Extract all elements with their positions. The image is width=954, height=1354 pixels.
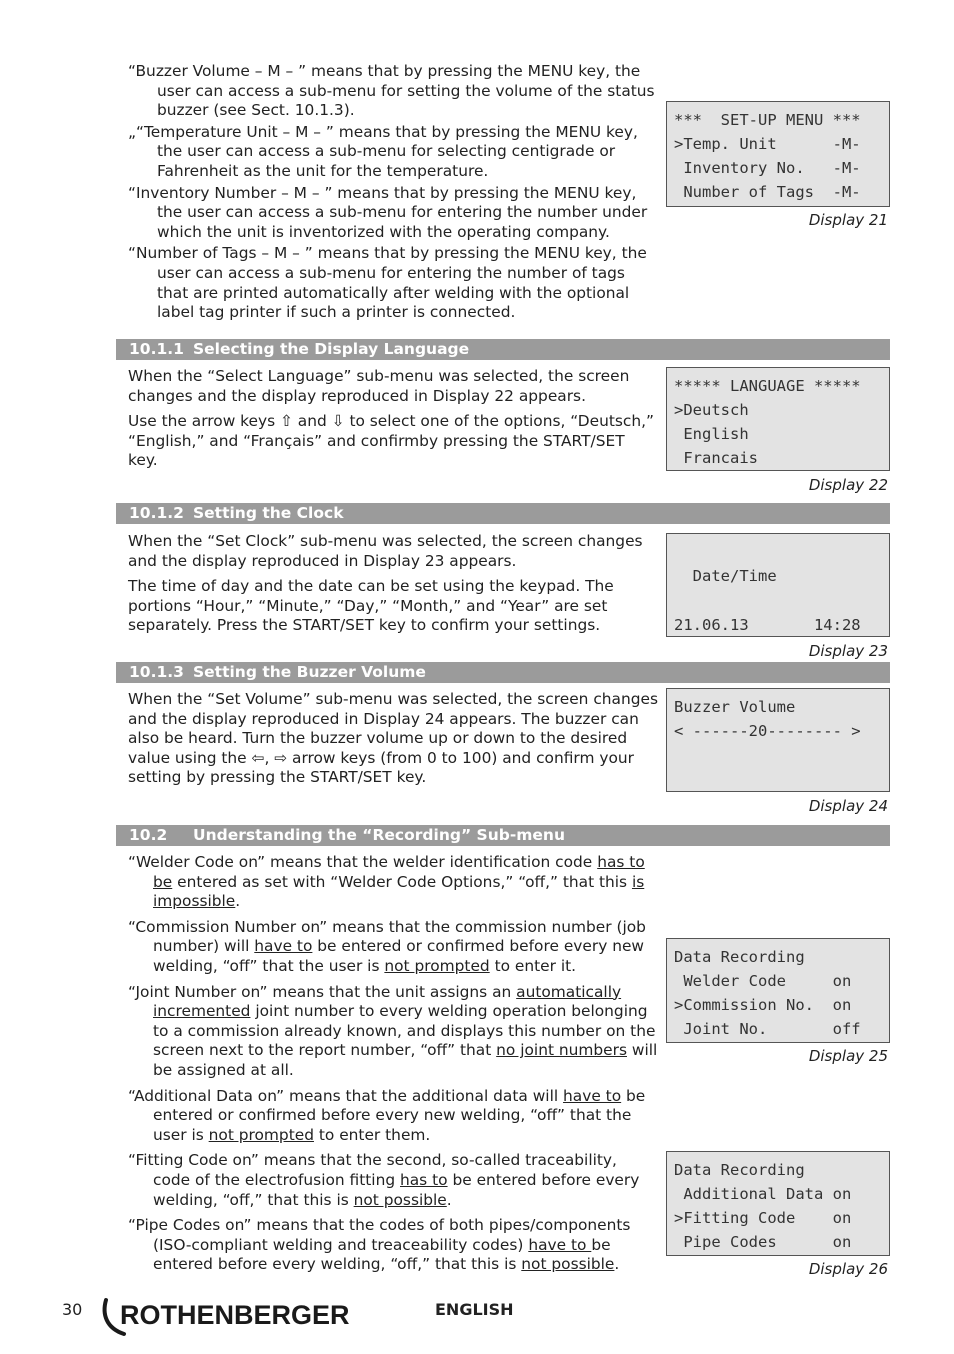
section-number: 10.1.1 — [129, 340, 184, 358]
section-number: 10.1.3 — [129, 663, 184, 681]
section-10-1-1-text — [128, 367, 658, 477]
section-title: Setting the Buzzer Volume — [193, 663, 426, 681]
buzzer-volume-desc: “Buzzer Volume – M – ” means that by pressing the MENU key, the user can access a sub-menu for setting the volume of the status buzzer (see Sect. 10.1.3). — [128, 62, 655, 120]
display-21-caption: Display 21 — [808, 211, 888, 229]
section-title: Understanding the “Recording” Sub-menu — [193, 826, 565, 844]
section-heading-10-1-2 — [116, 503, 890, 524]
footer-language: ENGLISH — [435, 1300, 514, 1319]
rothenberger-logo — [100, 1294, 350, 1338]
page-number: 30 — [62, 1300, 83, 1319]
section-number: 10.2 — [129, 826, 168, 844]
commission-number-desc: “Commission Number on” means that the commission number (job number) will have to be entered or confirmed before every new welding, “off” that the user is not prompted to enter it. — [128, 917, 646, 975]
display-24-caption: Display 24 — [808, 797, 888, 815]
section-10-1-3-text — [128, 690, 658, 794]
paragraph: When the “Select Language” sub-menu was selected, the screen changes and the display reproduced in Display 22 appears. — [128, 367, 630, 405]
additional-data-desc: “Additional Data on” means that the additional data will have to be entered or confirmed before every new welding, “off” that the user is not prompted to enter them. — [128, 1086, 646, 1144]
display-23-caption: Display 23 — [808, 642, 888, 660]
section-10-2-text — [128, 853, 658, 1281]
section-heading-10-1-1 — [116, 339, 890, 360]
display-26-caption: Display 26 — [808, 1260, 888, 1278]
display-26: Data Recording Additional Data on >Fitting Code on Pipe Codes on — [666, 1151, 890, 1256]
display-25: Data Recording Welder Code on >Commission No. on Joint No. off — [666, 938, 890, 1043]
paragraph: When the “Set Clock” sub-menu was selected, the screen changes and the display reproduced in Display 23 appears. — [128, 532, 643, 570]
paragraph: Use the arrow keys ⇧ and ⇩ to select one of the options, “Deutsch,” “English,” and “Français” and confirmby pressing the START/SET key. — [128, 412, 654, 470]
display-21: *** SET-UP MENU *** >Temp. Unit -M- Inventory No. -M- Number of Tags -M- — [666, 101, 890, 207]
section-heading-10-1-3 — [116, 662, 890, 683]
section-title: Selecting the Display Language — [193, 340, 470, 358]
brand-name: ROTHENBERGER — [120, 1300, 350, 1330]
fitting-code-desc: “Fitting Code on” means that the second, so-called traceability, code of the electrofusion fitting has to be entered before every welding, “off,” that this is not possible. — [128, 1151, 640, 1209]
section-number: 10.1.2 — [129, 504, 184, 522]
intro-text — [128, 62, 658, 325]
number-of-tags-desc: “Number of Tags – M – ” means that by pressing the MENU key, the user can access a sub-menu for entering the number of tags that are printed automatically after welding with the optional label tag printer if such a printer is connected. — [128, 244, 647, 322]
section-10-1-2-text — [128, 532, 658, 642]
display-25-caption: Display 25 — [808, 1047, 888, 1065]
inventory-number-desc: “Inventory Number – M – ” means that by pressing the MENU key, the user can access a sub-menu for entering the number under which the unit is inventorized with the operating company. — [128, 183, 648, 241]
section-heading-10-2 — [116, 825, 890, 846]
display-22-caption: Display 22 — [808, 476, 888, 494]
display-22: ***** LANGUAGE ***** >Deutsch English Francais — [666, 367, 890, 471]
paragraph: The time of day and the date can be set using the keypad. The portions “Hour,” “Minute,” “Day,” “Month,” and “Year” are set separately. Press the START/SET key to confirm your settings. — [128, 577, 614, 635]
pipe-codes-desc: “Pipe Codes on” means that the codes of both pipes/components (ISO-compliant welding and treaceability codes) have to be entered before every welding, “off,” that this is not possible. — [128, 1216, 631, 1274]
section-title: Setting the Clock — [193, 504, 344, 522]
display-24: Buzzer Volume < ------20-------- > — [666, 688, 890, 792]
welder-code-desc: “Welder Code on” means that the welder identification code has to be entered as set with “Welder Code Options,” “off,” that this is impossible. — [128, 853, 645, 911]
joint-number-desc: “Joint Number on” means that the unit assigns an automatically incremented joint number to every welding operation belonging to a commission already known, and displays this number on the screen next to the report number, “off” that no joint numbers will be assigned at all. — [128, 982, 658, 1079]
paragraph: When the “Set Volume” sub-menu was selected, the screen changes and the display reproduced in Display 24 appears. The buzzer can also be heard. Turn the buzzer volume up or down to the desired value using the ⇦, ⇨ arrow keys (from 0 to 100) and confirm your setting by pressing the START/SET key. — [128, 690, 658, 787]
temperature-unit-desc: „“Temperature Unit – M – ” means that by pressing the MENU key, the user can access a sub-menu for selecting centigrade or Fahrenheit as the unit for the temperature. — [128, 122, 638, 180]
display-23 — [666, 533, 890, 637]
display-23-text: Date/Time 21.06.13 14:28 — [674, 567, 861, 634]
